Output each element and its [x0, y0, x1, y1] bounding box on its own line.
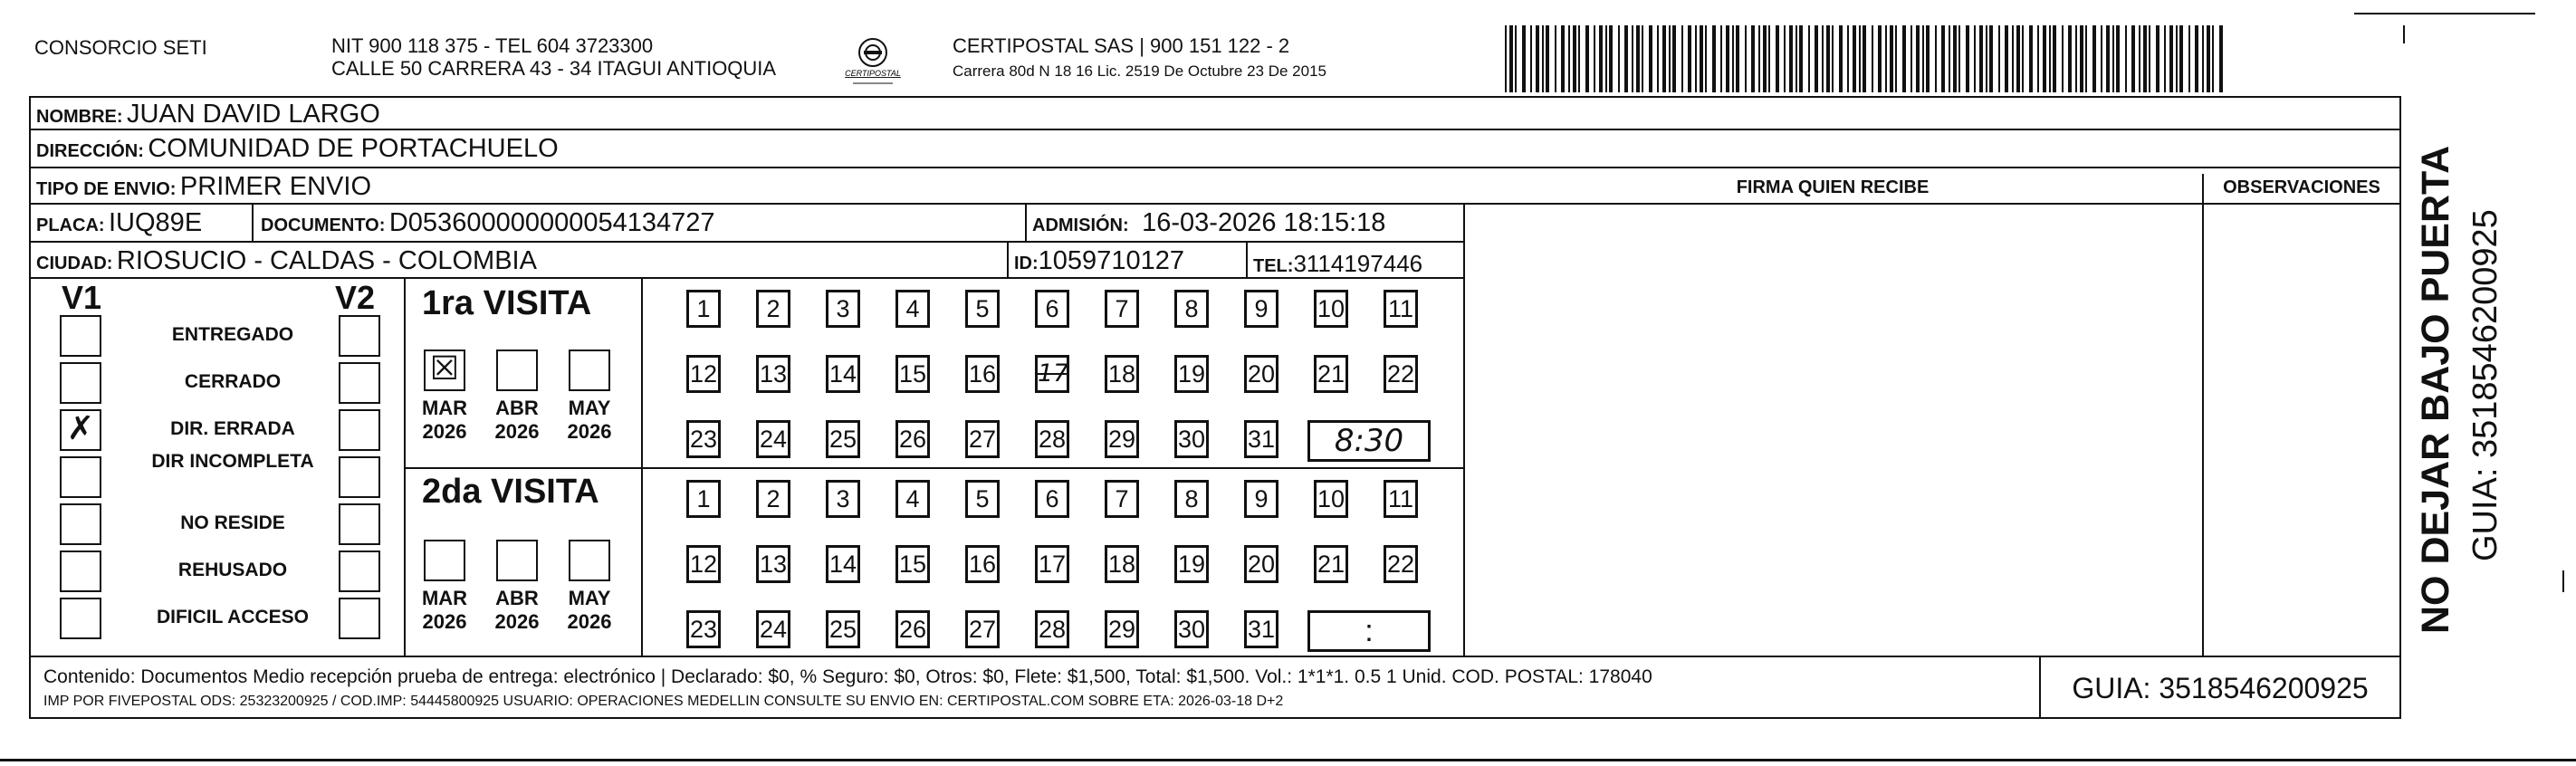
month-name: ABR [495, 397, 539, 419]
visit1-day-box[interactable]: 31 [1244, 420, 1278, 458]
id-value: 1059710127 [1038, 246, 1184, 275]
status-option-label: ENTREGADO [171, 324, 294, 345]
placa-value: IUQ89E [109, 208, 203, 237]
visit1-month-label [490, 397, 544, 444]
visit2-day-box[interactable]: 1 [686, 480, 721, 518]
visit2-day-box[interactable]: 5 [965, 480, 1000, 518]
visit2-day-box[interactable]: 31 [1244, 610, 1278, 648]
tel-value: 3114197446 [1293, 250, 1423, 277]
visit1-day-box[interactable]: 22 [1384, 355, 1418, 393]
visit1-day-box[interactable]: 19 [1174, 355, 1209, 393]
visit1-month-checkbox[interactable] [569, 349, 610, 391]
v1-checkbox[interactable] [60, 551, 101, 592]
month-year: 2026 [567, 420, 612, 443]
side-guia: GUIA: 3518546200925 [2466, 209, 2504, 561]
visit1-day-box[interactable]: 16 [965, 355, 1000, 393]
visit1-day-box[interactable]: 1 [686, 290, 721, 328]
month-name: MAR [421, 397, 468, 419]
v1-label: V1 [62, 279, 102, 316]
visit2-day-box[interactable]: 16 [965, 545, 1000, 583]
svg-text:CERTIPOSTAL: CERTIPOSTAL [845, 69, 901, 78]
visit2-day-box[interactable]: 12 [686, 545, 721, 583]
license-line: Carrera 80d N 18 16 Lic. 2519 De Octubre 23 De 2015 [953, 62, 1326, 80]
visit1-day-box[interactable] [1035, 355, 1069, 393]
visit2-day-box[interactable]: 24 [756, 610, 790, 648]
company-name: CONSORCIO SETI [34, 36, 207, 59]
visit1-day-box[interactable]: 21 [1314, 355, 1348, 393]
ciudad-label: CIUDAD: [36, 254, 113, 273]
visit1-day-box[interactable]: 29 [1105, 420, 1139, 458]
visit1-day-box[interactable]: 15 [895, 355, 930, 393]
visit2-title: 2da VISITA [422, 473, 599, 511]
visit1-day-box[interactable]: 3 [826, 290, 860, 328]
v2-label: V2 [335, 279, 376, 316]
month-name: MAR [421, 587, 468, 609]
direccion-label: DIRECCIÓN: [36, 141, 144, 161]
visit1-month-label [417, 397, 472, 444]
visit1-day-box[interactable]: 6 [1035, 290, 1069, 328]
v1-checkbox[interactable] [60, 362, 101, 404]
barcode [1505, 25, 2229, 92]
visit1-day-box[interactable]: 30 [1174, 420, 1209, 458]
visit2-day-box[interactable]: 11 [1384, 480, 1418, 518]
visit1-day-box[interactable]: 27 [965, 420, 1000, 458]
visit1-day-box[interactable]: 18 [1105, 355, 1139, 393]
visit1-day-box[interactable]: 23 [686, 420, 721, 458]
visit1-month-checkbox[interactable]: ☒ [424, 349, 465, 391]
status-option-label: NO RESIDE [180, 512, 285, 533]
visit1-day-box[interactable]: 7 [1105, 290, 1139, 328]
visit2-day-box[interactable]: 10 [1314, 480, 1348, 518]
visit2-day-box[interactable]: 9 [1244, 480, 1278, 518]
status-option-label: DIFICIL ACCESO [156, 607, 309, 627]
visit2-day-box[interactable]: 15 [895, 545, 930, 583]
visit2-month-label [562, 587, 617, 634]
id-label: ID: [1014, 254, 1039, 273]
visit1-title: 1ra VISITA [422, 284, 592, 322]
tel-label: TEL: [1253, 256, 1294, 276]
visit2-day-box[interactable]: 29 [1105, 610, 1139, 648]
direccion-value: COMUNIDAD DE PORTACHUELO [148, 134, 559, 163]
nombre-value: JUAN DAVID LARGO [127, 100, 380, 129]
visit1-day-box[interactable]: 14 [826, 355, 860, 393]
imp-line: IMP POR FIVEPOSTAL ODS: 25323200925 / COD.IMP: 54445800925 USUARIO: OPERACIONES MEDELLIN CONSULTE SU ENVIO EN: CERTIPOSTAL.COM SOBRE ETA: 2026-03-18 D+2 [43, 694, 1284, 709]
visit1-day-box[interactable]: 25 [826, 420, 860, 458]
visit2-day-box[interactable]: 25 [826, 610, 860, 648]
v1-checkbox[interactable] [60, 503, 101, 545]
visit2-day-box[interactable]: 4 [895, 480, 930, 518]
visit1-day-box[interactable]: 13 [756, 355, 790, 393]
v1-checkbox[interactable]: ✗ [60, 409, 101, 451]
v1-checkbox[interactable] [60, 315, 101, 357]
visit1-time-field[interactable]: 8:30 [1307, 420, 1431, 462]
month-name: ABR [495, 587, 539, 609]
observaciones-header: OBSERVACIONES [2223, 177, 2380, 197]
documento-label: DOCUMENTO: [261, 215, 386, 235]
visit2-day-box[interactable]: 7 [1105, 480, 1139, 518]
visit1-day-box[interactable]: 5 [965, 290, 1000, 328]
no-dejar-bajo-puerta: NO DEJAR BAJO PUERTA [2414, 145, 2457, 634]
visit1-month-label [562, 397, 617, 444]
month-year: 2026 [422, 420, 467, 443]
visit2-day-box[interactable]: 6 [1035, 480, 1069, 518]
status-option-label: DIR INCOMPLETA [151, 451, 314, 472]
visit1-day-box[interactable]: 8 [1174, 290, 1209, 328]
visit2-day-box[interactable]: 3 [826, 480, 860, 518]
visit2-day-box[interactable]: 27 [965, 610, 1000, 648]
month-name: MAY [568, 397, 611, 419]
admision-label: ADMISIÓN: [1032, 215, 1129, 235]
month-year: 2026 [567, 610, 612, 633]
visit1-day-box[interactable]: 26 [895, 420, 930, 458]
visit2-day-box[interactable]: 8 [1174, 480, 1209, 518]
v1-checkbox[interactable] [60, 598, 101, 639]
visit2-day-box[interactable]: 14 [826, 545, 860, 583]
address-line: CALLE 50 CARRERA 43 - 34 ITAGUI ANTIOQUIA [331, 57, 777, 80]
ciudad-value: RIOSUCIO - CALDAS - COLOMBIA [116, 246, 537, 275]
month-year: 2026 [494, 610, 540, 633]
visit2-day-box[interactable]: 21 [1314, 545, 1348, 583]
visit1-day-box[interactable]: 28 [1035, 420, 1069, 458]
visit1-day-box[interactable]: 10 [1314, 290, 1348, 328]
visit2-month-label [490, 587, 544, 634]
visit2-day-box[interactable]: 2 [756, 480, 790, 518]
visit1-day-box[interactable]: 4 [895, 290, 930, 328]
visit2-day-box[interactable]: 28 [1035, 610, 1069, 648]
status-option-label: REHUSADO [177, 560, 288, 580]
visit1-month-checkbox[interactable] [496, 349, 538, 391]
contenido-line: Contenido: Documentos Medio recepción prueba de entrega: electrónico | Declarado: $0, % Seguro: $0, Otros: $0, Flete: $1,500, Total: $1,500. Vol.: 1*1*1. 0.5 1 Unid. COD. POSTAL: 178040 [43, 666, 1652, 687]
tipo-envio-label: TIPO DE ENVIO: [36, 179, 177, 199]
month-year: 2026 [422, 610, 467, 633]
visit1-day-box[interactable]: 12 [686, 355, 721, 393]
visit2-day-box[interactable]: 19 [1174, 545, 1209, 583]
visit1-day-box[interactable]: 24 [756, 420, 790, 458]
handwritten-mark: 17 [1038, 359, 1069, 388]
visit2-month-label [417, 587, 472, 634]
visit1-day-box[interactable]: 20 [1244, 355, 1278, 393]
status-option-label: DIR. ERRADA [170, 418, 295, 439]
visit2-day-box[interactable]: 23 [686, 610, 721, 648]
footer-guia: GUIA: 3518546200925 [2072, 672, 2369, 704]
visit1-day-box[interactable]: 2 [756, 290, 790, 328]
visit2-day-box[interactable]: 17 [1035, 545, 1069, 583]
month-name: MAY [568, 587, 611, 609]
firma-header: FIRMA QUIEN RECIBE [1736, 177, 1930, 197]
visit2-day-box[interactable]: 30 [1174, 610, 1209, 648]
certipostal-line: CERTIPOSTAL SAS | 900 151 122 - 2 [953, 34, 1290, 57]
visit2-month-checkbox[interactable] [424, 540, 465, 581]
visit2-time-field[interactable]: : [1307, 610, 1431, 652]
visit1-day-box[interactable]: 9 [1244, 290, 1278, 328]
tipo-envio-value: PRIMER ENVIO [179, 172, 372, 201]
visit2-day-box[interactable]: 22 [1384, 545, 1418, 583]
status-option-label: CERRADO [184, 371, 282, 392]
visit2-day-box[interactable]: 26 [895, 610, 930, 648]
month-year: 2026 [494, 420, 540, 443]
documento-value: D053600000000054134727 [388, 208, 715, 237]
visit2-day-box[interactable]: 20 [1244, 545, 1278, 583]
visit2-month-checkbox[interactable] [569, 540, 610, 581]
placa-label: PLACA: [36, 215, 105, 235]
nombre-label: NOMBRE: [36, 107, 123, 127]
visit1-day-box[interactable]: 11 [1384, 290, 1418, 328]
visit2-day-box[interactable]: 13 [756, 545, 790, 583]
visit2-day-box[interactable]: 18 [1105, 545, 1139, 583]
certipostal-logo [837, 36, 909, 89]
v1-checkbox[interactable] [60, 456, 101, 498]
visit2-month-checkbox[interactable] [496, 540, 538, 581]
admision-value: 16-03-2026 18:15:18 [1142, 208, 1386, 237]
nit-line: NIT 900 118 375 - TEL 604 3723300 [331, 34, 654, 57]
